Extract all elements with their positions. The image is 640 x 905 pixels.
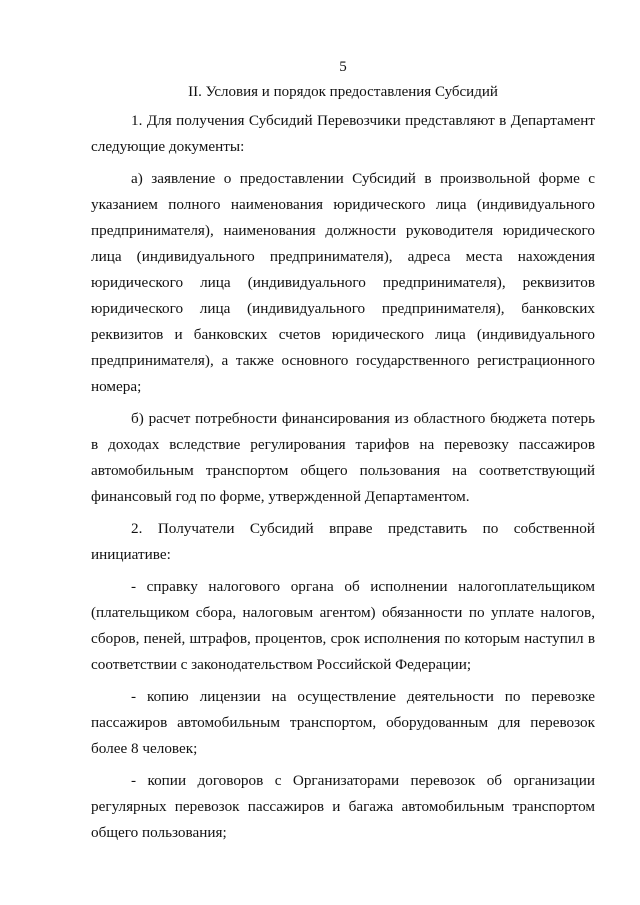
page-number: 5 [339, 59, 347, 75]
list-item-tax-certificate: - справку налогового органа об исполнении налогоплательщиком (плательщиком сбора, налоговым агентом) обязанности по уплате налогов, сборов, пеней, штрафов, процентов, срок исполнения по которым наступил в соответствии с законодательством Российской Федерации; [91, 578, 595, 673]
list-item-contract-copies: - копии договоров с Организаторами перевозок об организации регулярных перевозок пассажиров и багажа автомобильным транспортом общего пользования; [91, 772, 595, 841]
paragraph-2: 2. Получатели Субсидий вправе представить по собственной инициативе: [91, 520, 595, 563]
paragraph-1b: б) расчет потребности финансирования из областного бюджета потерь в доходах вследствие регулирования тарифов на перевозку пассажиров автомобильным транспортом общего пользования на соответствующий финансовый год по форме, утвержденной Департаментом. [91, 410, 595, 505]
paragraph-1: 1. Для получения Субсидий Перевозчики представляют в Департамент следующие документы: [91, 112, 595, 155]
paragraph-1a: а) заявление о предоставлении Субсидий в произвольной форме с указанием полного наименования юридического лица (индивидуального предпринимателя), наименования должности руководителя юридического лица (индивидуального предпринимателя), адреса места нахождения юридического лица (индивидуального предпринимателя), реквизитов юридического лица (индивидуального предпринимателя), банковских реквизитов и банковских счетов юридического лица (индивидуального предпринимателя), а также основного государственного регистрационного номера; [91, 170, 595, 395]
section-heading: II. Условия и порядок предоставления Субсидий [188, 84, 498, 100]
list-item-license-copy: - копию лицензии на осуществление деятельности по перевозке пассажиров автомобильным транспортом, оборудованным для перевозок более 8 человек; [91, 688, 595, 757]
